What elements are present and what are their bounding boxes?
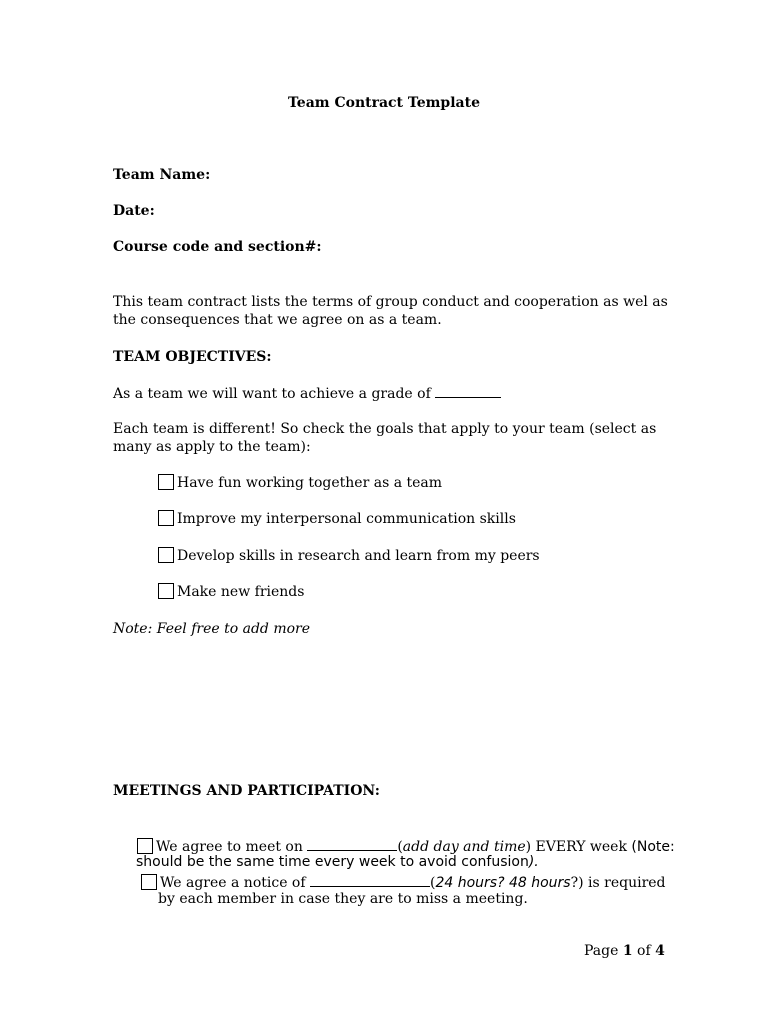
notice-suffix: is required <box>583 875 666 891</box>
page-number: 1 <box>622 943 633 959</box>
grade-blank[interactable] <box>435 384 501 398</box>
close-paren: ) <box>525 839 532 855</box>
open-paren: ( <box>397 839 403 855</box>
goal-label: Have fun working together as a team <box>177 475 443 491</box>
meeting-checkbox[interactable] <box>137 838 153 854</box>
page-footer <box>584 942 665 960</box>
course-label: Course code and section#: <box>113 239 322 255</box>
meeting-note-end: ). <box>528 854 539 870</box>
goals-intro: Each team is different! So check the goals that apply to your team (select as many as apply to the team): <box>113 421 657 455</box>
goal-checkbox[interactable] <box>158 583 174 599</box>
meetings-heading: MEETINGS AND PARTICIPATION: <box>113 783 380 799</box>
close-paren: ?) <box>570 875 584 891</box>
open-paren: ( <box>430 875 436 891</box>
meeting-hint: add day and time <box>402 839 526 855</box>
notice-prefix: We agree a notice of <box>160 875 310 891</box>
notice-blank[interactable] <box>310 873 430 887</box>
meeting-note-line <box>136 853 539 871</box>
goal-label: Develop skills in research and learn from my peers <box>177 548 540 564</box>
meeting-note-start: (Note: <box>631 839 675 855</box>
notice-line-2: by each member in case they are to miss a meeting. <box>158 891 528 907</box>
meeting-mid: EVERY week <box>531 839 632 855</box>
objectives-heading: TEAM OBJECTIVES: <box>113 349 272 365</box>
meeting-note-text: should be the same time every week to avoid confusion <box>136 854 529 870</box>
goal-checkbox[interactable] <box>158 474 174 490</box>
notice-checkbox[interactable] <box>141 874 157 890</box>
date-label: Date: <box>113 203 155 219</box>
document-title: Team Contract Template <box>287 95 480 111</box>
intro-paragraph: This team contract lists the terms of group conduct and cooperation as wel as the consequences that we agree on as a team. <box>113 294 668 328</box>
team-name-label: Team Name: <box>113 167 211 183</box>
page-word: Page <box>584 943 623 959</box>
grade-line <box>113 384 501 403</box>
goal-item <box>158 474 442 492</box>
goal-item <box>158 583 304 601</box>
meeting-prefix: We agree to meet on <box>156 839 308 855</box>
goal-checkbox[interactable] <box>158 547 174 563</box>
goal-item <box>158 510 516 528</box>
of-word: of <box>632 943 656 959</box>
goal-label: Make new friends <box>177 584 305 600</box>
objectives-note: Note: Feel free to add more <box>113 621 311 637</box>
goal-item <box>158 547 540 565</box>
meeting-day-blank[interactable] <box>307 837 397 851</box>
goal-label: Improve my interpersonal communication skills <box>177 511 516 527</box>
goal-checkbox[interactable] <box>158 510 174 526</box>
page-total: 4 <box>655 943 665 959</box>
grade-text: As a team we will want to achieve a grade of <box>113 386 436 402</box>
notice-hint: 24 hours? 48 hours <box>435 875 571 891</box>
